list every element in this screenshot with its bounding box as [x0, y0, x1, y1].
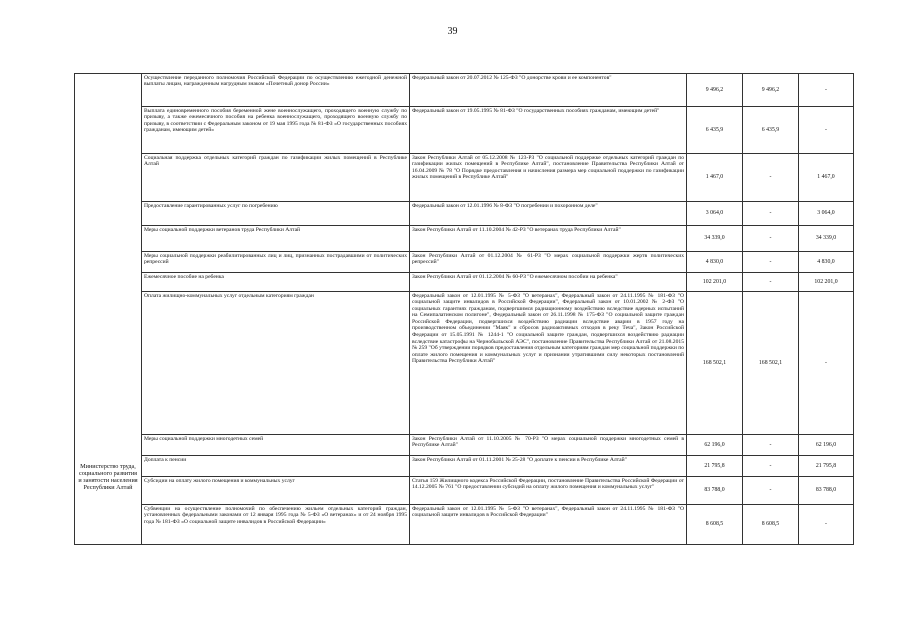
- regional-amount: 4 830,0: [799, 252, 854, 273]
- federal-amount: -: [743, 435, 799, 456]
- measure-name: Меры социальной поддержки ветеранов труда Республики Алтай: [142, 226, 410, 252]
- table-row: [75, 456, 854, 477]
- table-row: [75, 226, 854, 252]
- measure-name: Социальная поддержка отдельных категорий граждан по газификации жилых помещений в Республике Алтай: [142, 154, 410, 202]
- regional-amount: 3 064,0: [799, 202, 854, 226]
- total-amount: 21 795,8: [687, 456, 743, 477]
- legal-basis: Закон Республики Алтай от 05.12.2008 № 123-РЗ "О социальной поддержке отдельных категорий граждан по газификации жилых помещений в Республике Алтай", постановление Правительства Республики Алтай от 16.04.2009 № 78 "О Порядке предоставления и начисления размера мер социальной поддержки по газификации жилых помещений в Республике Алтай": [410, 154, 687, 202]
- measure-name: Осуществление переданного полномочия Российской Федерации по осуществлению ежегодной денежной выплаты лицам, награжденным нагрудным знаком «Почетный донор России»: [142, 74, 410, 107]
- table-row: [75, 477, 854, 505]
- total-amount: 102 201,0: [687, 273, 743, 292]
- table-row: [75, 154, 854, 202]
- measure-name: Меры социальной поддержки многодетных семей: [142, 435, 410, 456]
- legal-basis: Закон Республики Алтай от 11.10.2005 № 70-РЗ "О мерах социальной поддержки многодетных семей в Республике Алтай": [410, 435, 687, 456]
- total-amount: 168 502,1: [687, 292, 743, 435]
- legal-basis: Федеральный закон от 20.07.2012 № 125-ФЗ "О донорстве крови и ее компонентов": [410, 74, 687, 107]
- legal-basis: Закон Республики Алтай от 01.12.2004 № 61-РЗ "О мерах социальной поддержки жертв политических репрессий": [410, 252, 687, 273]
- legal-basis: Закон Республики Алтай от 11.10.2004 № 42-РЗ "О ветеранах труда Республики Алтай": [410, 226, 687, 252]
- federal-amount: 168 502,1: [743, 292, 799, 435]
- total-amount: 9 496,2: [687, 74, 743, 107]
- federal-amount: -: [743, 154, 799, 202]
- federal-amount: -: [743, 226, 799, 252]
- legal-basis: Статья 159 Жилищного кодекса Российской Федерации, постановление Правительства Российской Федерации от 14.12.2005 № 761 "О предоставлении субсидий на оплату жилого помещения и коммунальных услуг": [410, 477, 687, 505]
- federal-amount: -: [743, 477, 799, 505]
- federal-amount: -: [743, 456, 799, 477]
- measure-name: Ежемесячное пособие на ребенка: [142, 273, 410, 292]
- measure-name: Выплата единовременного пособия беременной жене военнослужащего, проходящего военную службу по призыву, а также ежемесячного пособия на ребенка военнослужащего, проходящего военную службу по призыву, в соответствии с Федеральным законом от 19 мая 1995 года № 81-ФЗ «О государственных пособиях гражданам, имеющим детей»: [142, 107, 410, 154]
- measure-name: Меры социальной поддержки реабилитированных лиц и лиц, признанных пострадавшими от политических репрессий: [142, 252, 410, 273]
- regional-amount: -: [799, 107, 854, 154]
- table-row: [75, 435, 854, 456]
- regional-amount: 1 467,0: [799, 154, 854, 202]
- table-row: [75, 202, 854, 226]
- legal-basis: Федеральный закон от 12.01.1996 № 8-ФЗ "О погребении и похоронном деле": [410, 202, 687, 226]
- page-number: 39: [447, 26, 458, 37]
- legal-basis: Закон Республики Алтай от 01.12.2004 № 60-РЗ "О ежемесячном пособии на ребенка": [410, 273, 687, 292]
- federal-amount: -: [743, 202, 799, 226]
- regional-amount: 62 196,0: [799, 435, 854, 456]
- regional-amount: -: [799, 505, 854, 545]
- measure-name: Субсидии на оплату жилого помещения и коммунальных услуг: [142, 477, 410, 505]
- federal-amount: 9 496,2: [743, 74, 799, 107]
- table-row: [75, 505, 854, 545]
- total-amount: 1 467,0: [687, 154, 743, 202]
- measure-name: Предоставление гарантированных услуг по погребению: [142, 202, 410, 226]
- regional-amount: -: [799, 74, 854, 107]
- ministry-cell: [75, 74, 142, 545]
- legal-basis: Федеральный закон от 12.01.1995 № 5-ФЗ "О ветеранах", Федеральный закон от 24.11.1995 № 181-ФЗ "О социальной защите инвалидов в Российской Федерации": [410, 505, 687, 545]
- legal-basis: Федеральный закон от 12.01.1995 № 5-ФЗ "О ветеранах", Федеральный закон от 24.11.1995 № 181-ФЗ "О социальной защите инвалидов в Российской Федерации", Федеральный закон от 10.01.2002 № 2-ФЗ "О социальных гарантиях гражданам, подвергшимся радиационному воздействию вследствие ядерных испытаний на Семипалатинском полигоне", Федеральный закон от 26.11.1998 № 175-ФЗ "О социальной защите граждан Российской Федерации, подвергшихся воздействию радиации вследствие аварии в 1957 году на производственном объединении "Маяк" и сбросов радиоактивных отходов в реку Теча", Закон Российской Федерации от 15.05.1991 № 1244-1 "О социальной защите граждан, подвергшихся воздействию радиации вследствие катастрофы на Чернобыльской АЭС", постановление Правительства Республики Алтай от 21.08.2015 № 259 "Об утверждении порядков предоставления отдельным категориям граждан мер социальной поддержки по оплате жилого помещения и коммунальных услуг и признании утратившими силу некоторых постановлений Правительства Республики Алтай": [410, 292, 687, 435]
- federal-amount: 8 608,5: [743, 505, 799, 545]
- measure-name: Субвенции на осуществление полномочий по обеспечению жильем отдельных категорий граждан, установленных федеральными законами от 12 января 1995 года № 5-ФЗ «О ветеранах» и от 24 ноября 1995 года № 181-ФЗ «О социальной защите инвалидов в Российской Федерации»: [142, 505, 410, 545]
- legal-basis: Федеральный закон от 19.05.1995 № 81-ФЗ "О государственных пособиях гражданам, имеющим детей": [410, 107, 687, 154]
- legal-basis: Закон Республики Алтай от 01.11.2001 № 25-28 "О доплате к пенсии в Республике Алтай": [410, 456, 687, 477]
- total-amount: 62 196,0: [687, 435, 743, 456]
- regional-amount: 21 795,8: [799, 456, 854, 477]
- total-amount: 6 435,9: [687, 107, 743, 154]
- table-row: [75, 252, 854, 273]
- regional-amount: 83 788,0: [799, 477, 854, 505]
- ministry-text: Министерство труда, социального развития и занятости населения Республики Алтай: [78, 462, 138, 492]
- regional-amount: 102 201,0: [799, 273, 854, 292]
- measure-name: Доплата к пенсии: [142, 456, 410, 477]
- federal-amount: 6 435,9: [743, 107, 799, 154]
- total-amount: 3 064,0: [687, 202, 743, 226]
- appropriations-table: [74, 73, 854, 545]
- measure-name: Оплата жилищно-коммунальных услуг отдельным категориям граждан: [142, 292, 410, 435]
- table-row: [75, 74, 854, 107]
- total-amount: 83 788,0: [687, 477, 743, 505]
- total-amount: 4 830,0: [687, 252, 743, 273]
- regional-amount: -: [799, 292, 854, 435]
- table-row: [75, 292, 854, 435]
- federal-amount: -: [743, 252, 799, 273]
- regional-amount: 34 339,0: [799, 226, 854, 252]
- total-amount: 34 339,0: [687, 226, 743, 252]
- federal-amount: -: [743, 273, 799, 292]
- table-row: [75, 273, 854, 292]
- total-amount: 8 608,5: [687, 505, 743, 545]
- table-row: [75, 107, 854, 154]
